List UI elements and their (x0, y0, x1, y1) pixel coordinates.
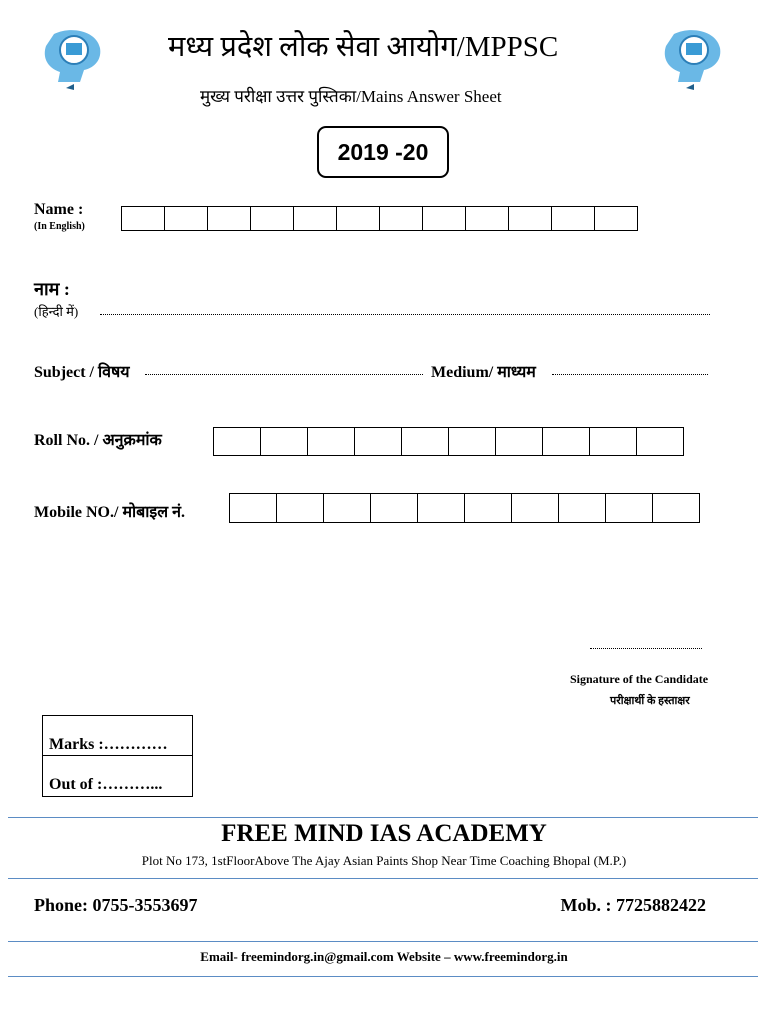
subject-label: Subject / विषय (34, 364, 130, 381)
email-website-line[interactable]: Email- freemindorg.in@gmail.com Website – www.freemindorg.in (200, 949, 568, 964)
phone-text: Phone: 0755-3553697 (34, 895, 198, 915)
medium-line[interactable] (552, 374, 708, 375)
footer-rule-1 (8, 817, 758, 818)
mobile-label: Mobile NO./ मोबाइल नं. (34, 504, 186, 521)
academy-logo-right (660, 28, 730, 90)
academy-address: Plot No 173, 1stFloorAbove The Ajay Asian Paints Shop Near Time Coaching Bhopal (M.P.) (141, 853, 627, 868)
marks-box (42, 715, 193, 797)
roll-boxes[interactable] (213, 427, 684, 456)
roll-label: Roll No. / अनुक्रमांक (34, 432, 162, 449)
hindi-name-label: नाम : (34, 279, 70, 299)
hindi-name-line[interactable] (100, 314, 710, 315)
year-box: 2019 -20 (317, 126, 449, 178)
mobile-boxes[interactable] (229, 493, 700, 523)
out-of-label: Out of :………... (49, 776, 163, 793)
footer-rule-2 (8, 878, 758, 879)
signature-line[interactable] (590, 648, 702, 649)
hindi-name-sublabel: (हिन्दी में) (34, 304, 79, 319)
mobile-text: Mob. : 7725882422 (560, 895, 706, 915)
subject-line[interactable] (145, 374, 423, 375)
medium-label: Medium/ माध्यम (431, 364, 536, 381)
academy-name: FREE MIND IAS ACADEMY (221, 820, 547, 847)
page-title: मध्य प्रदेश लोक सेवा आयोग/MPPSC (168, 31, 559, 63)
signature-label: Signature of the Candidate (570, 672, 709, 686)
name-boxes[interactable] (121, 206, 638, 231)
signature-hindi-label: परीक्षार्थी के हस्ताक्षर (610, 695, 690, 707)
name-sublabel: (In English) (34, 221, 85, 232)
page-subtitle: मुख्य परीक्षा उत्तर पुस्तिका/Mains Answer Sheet (200, 87, 502, 106)
marks-label: Marks :………… (43, 716, 192, 756)
footer-rule-4 (8, 976, 758, 977)
academy-logo-left (40, 28, 110, 90)
name-label: Name : (34, 201, 84, 218)
footer-rule-3 (8, 941, 758, 942)
